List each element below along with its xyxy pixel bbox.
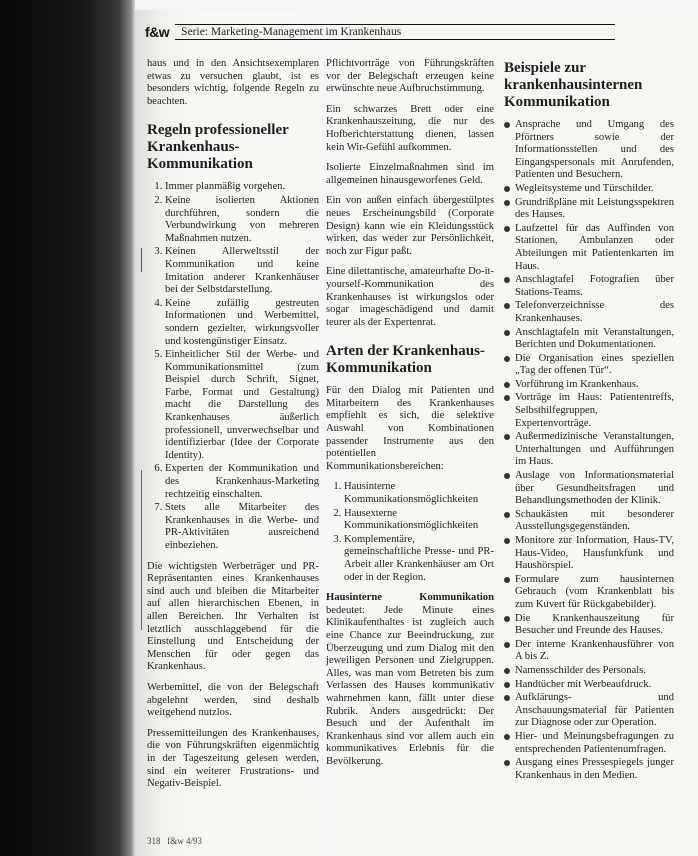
bullet-icon [504,682,510,688]
example-item: Hier- und Meinungsbefragungen zu entsprechenden Patientenumfragen. [504,731,674,756]
rule-item: 5. Einheitlicher Stil der Werbe- und Kommunikationsmittel (zum Beispiel durch Schrift, Signet, Farbe, Format und Gestaltung) macht die Darstellung des Krankenhauses äußerlich professionell, unverwechselbar und identifizierbar (Idee der Corporate Identity). [165,349,319,462]
example-item: Schaukästen mit besonderer Ausstellungsgegenständen. [504,509,674,534]
rule-item: 3. Keinen Allerweltsstil der Kommunikation und keine Imitation anderer Krankenhäuser bei der Selbstdarstellung. [165,246,319,296]
bullet-icon [504,395,510,401]
rules-heading: Regeln professioneller Krankenhaus-Kommunikation [147,122,289,173]
bullet-icon [504,616,510,622]
body-paragraph: Pflichtvorträge von Führungskräften vor der Belegschaft erzeugen keine erwünschte neue Aufbruchstimmung. [326,58,494,95]
margin-mark [141,248,142,272]
bullet-icon [504,760,510,766]
running-header [145,22,615,42]
type-item: 3. Komplementäre, gemeinschaftliche Presse- und PR-Arbeit aller Krankenhäuser am Ort oder in der Region. [344,534,494,584]
example-item: Laufzettel für das Auffinden von Stationen, Ambulanzen oder Abteilungen mit Patientenkarten im Haus. [504,223,674,273]
page-footer [147,836,202,846]
example-item: Anschlagtafeln mit Veranstaltungen, Berichten und Dokumentationen. [504,327,674,352]
rule-item: 4. Keine zufällig gestreuten Informationen und Werbemittel, sondern gezielter, wirkungsvoller und kostengünstiger Einsatz. [165,298,319,348]
issue-note: f&w 4/93 [167,836,202,846]
bullet-icon [504,303,510,309]
example-item: Formulare zum hausinternen Gebrauch (vom Krankenblatt bis zum Kuvert für Rückgabebilder). [504,574,674,612]
example-item: Die Organisation eines speziellen „Tag der offenen Tür“. [504,353,674,378]
body-paragraph: Die wichtigsten Werbeträger und PR-Repräsentanten eines Krankenhauses sind auch und bleiben die Mitarbeiter auf allen hierarchischen Ebenen, in allen Bereichen. Ihr Verhalten ist letztlich ausschlaggebend für die Einstellung und Entscheidung der Menschen für oder gegen das Krankenhaus. [147,560,319,673]
rule-item: 7. Stets alle Mitarbeiter des Krankenhauses in die Werbe- und PR-Aktivitäten ausreichend einbeziehen. [165,502,319,552]
rule-item: 6. Experten der Kommunikation und des Krankenhaus-Marketing rechtzeitig einschalten. [165,463,319,501]
intro-paragraph: haus und in den Ansichtsexemplaren etwas zu versuchen glaubt, ist es besonders wichtig, folgende Regeln zu beachten. [147,58,319,107]
example-item: Monitore zur Information, Haus-TV, Haus-Video, Hausfunkfunk und Haushörspiel. [504,535,674,573]
type-item: 1. Hausinterne Kommunikationsmöglichkeiten [344,481,494,506]
lead-term: Hausinterne Kommunikation [326,592,494,604]
bullet-icon [504,356,510,362]
bullet-icon [504,577,510,583]
example-item: Auslage von Informationsmaterial über Gesundheitsfragen und Behandlungsmethoden der Klinik. [504,470,674,508]
bullet-icon [504,200,510,206]
types-heading: Arten der Krankenhaus-Kommunikation [326,343,485,377]
body-paragraph: Ein schwarzes Brett oder eine Krankenhauszeitung, die nur des Hofberichterstattung dienen, lassen kein Wir-Gefühl aufkommen. [326,103,494,153]
bullet-icon [504,186,510,192]
example-item: Ansprache und Umgang des Pförtners sowie der Informationsstellen und des Eingangspersonals mit Anrufenden, Patienten und Besuchern. [504,119,674,182]
example-item: Vorträge im Haus: Patiententreffs, Selbsthilfegruppen, Expertenvorträge. [504,392,674,430]
series-title: Serie: Marketing-Management im Krankenhaus [181,26,402,38]
rules-list [147,181,319,552]
type-item: 2. Hausexterne Kommunikationsmöglichkeiten [344,508,494,533]
column-2 [326,58,494,777]
example-item: Namensschilder des Personals. [504,665,674,678]
examples-heading: Beispiele zur krankenhausinternen Kommunikation [504,60,643,110]
bullet-icon [504,122,510,128]
bullet-icon [504,277,510,283]
rule-item: 1. Immer planmäßig vorgehen. [165,181,319,194]
series-title-bar [175,24,615,40]
example-item: Außermedizinische Veranstaltungen, Unterhaltungen und Aufführungen im Haus. [504,431,674,469]
body-paragraph [326,592,494,768]
bullet-icon [504,512,510,518]
bullet-icon [504,668,510,674]
example-item: Vorführung im Krankenhaus. [504,379,674,392]
example-item: Handtücher mit Werbeaufdruck. [504,679,674,692]
examples-list [504,119,674,782]
margin-rule [141,470,142,630]
example-item: Wegleitsysteme und Türschilder. [504,183,674,196]
body-paragraph: Werbemittel, die von der Belegschaft abgelehnt werden, sind deshalb weitgehend nutzlos. [147,681,319,719]
example-item: Telefonverzeichnisse des Krankenhauses. [504,300,674,325]
body-paragraph: Pressemitteilungen des Krankenhauses, die von Führungskräften eigenmächtig in der Tageszeitung gelesen werden, sind ein weiterer Frustrations- und Negativ-Beispiel. [147,727,319,790]
body-paragraph: Eine dilettantische, amateurhafte Do-it-yourself-Kommunikation des Krankenhauses ist wirkungslos oder sogar imageschädigend und damit teurer als der Expertenrat. [326,266,494,328]
bullet-icon [504,538,510,544]
types-list [326,481,494,584]
example-item: Grundrißpläne mit Leistungsspektren des Hauses. [504,197,674,222]
body-paragraph: Isolierte Einzelmaßnahmen sind im allgemeinen hinausgeworfenes Geld. [326,162,494,186]
bullet-icon [504,473,510,479]
example-item: Der interne Krankenhausführer von A bis Z. [504,639,674,664]
page-number: 318 [147,836,161,846]
bullet-icon [504,434,510,440]
column-1 [147,58,319,799]
bullet-icon [504,642,510,648]
rule-item: 2. Keine isolierten Aktionen durchführen, sondern die Verbundwirkung von mehreren Maßnahmen nutzen. [165,195,319,245]
column-3 [504,58,674,783]
bullet-icon [504,734,510,740]
bullet-icon [504,695,510,701]
bullet-icon [504,330,510,336]
example-item: Die Krankenhauszeitung für Besucher und Freunde des Hauses. [504,613,674,638]
lead-text: bedeutet: Jede Minute eines Klinikaufenthaltes ist zugleich auch eine Chance zur Beeindruckung, zur Überzeugung und zum Dialog mit den jeweiligen Personen und Zielgruppen. Alles, was man vom Betreten bis zum Verlassen des Hauses kommunikativ wahrnehmen kann, fällt unter diese Rubrik. Anders ausgedrückt: Der Besuch und der Aufenthalt im Krankenhaus sind vor allem auch ein kommunikatives Erlebnis für die Bevölkerung. [326,604,494,767]
body-paragraph: Für den Dialog mit Patienten und Mitarbeitern des Krankenhauses empfiehlt es sich, die selektive Auswahl von Kombinationen passender Instrumente aus den potentiellen Kommunikationsbereichen: [326,385,494,472]
book-binding [0,0,135,856]
body-paragraph: Ein von außen einfach übergestülptes neues Erscheinungsbild (Corporate Design) kann wie ein Kleidungsstück wirken, das weder zur Persönlichkeit, noch zur Figur paßt. [326,195,494,257]
example-item: Anschlagtafel Fotografien über Stations-Teams. [504,274,674,299]
example-item: Aufklärungs- und Anschauungsmaterial für Patienten zur Diagnose oder zur Operation. [504,692,674,730]
bullet-icon [504,382,510,388]
example-item: Ausgang eines Pressespiegels junger Krankenhaus in den Medien. [504,757,674,782]
bullet-icon [504,226,510,232]
publisher-logo: f&w [145,24,170,40]
